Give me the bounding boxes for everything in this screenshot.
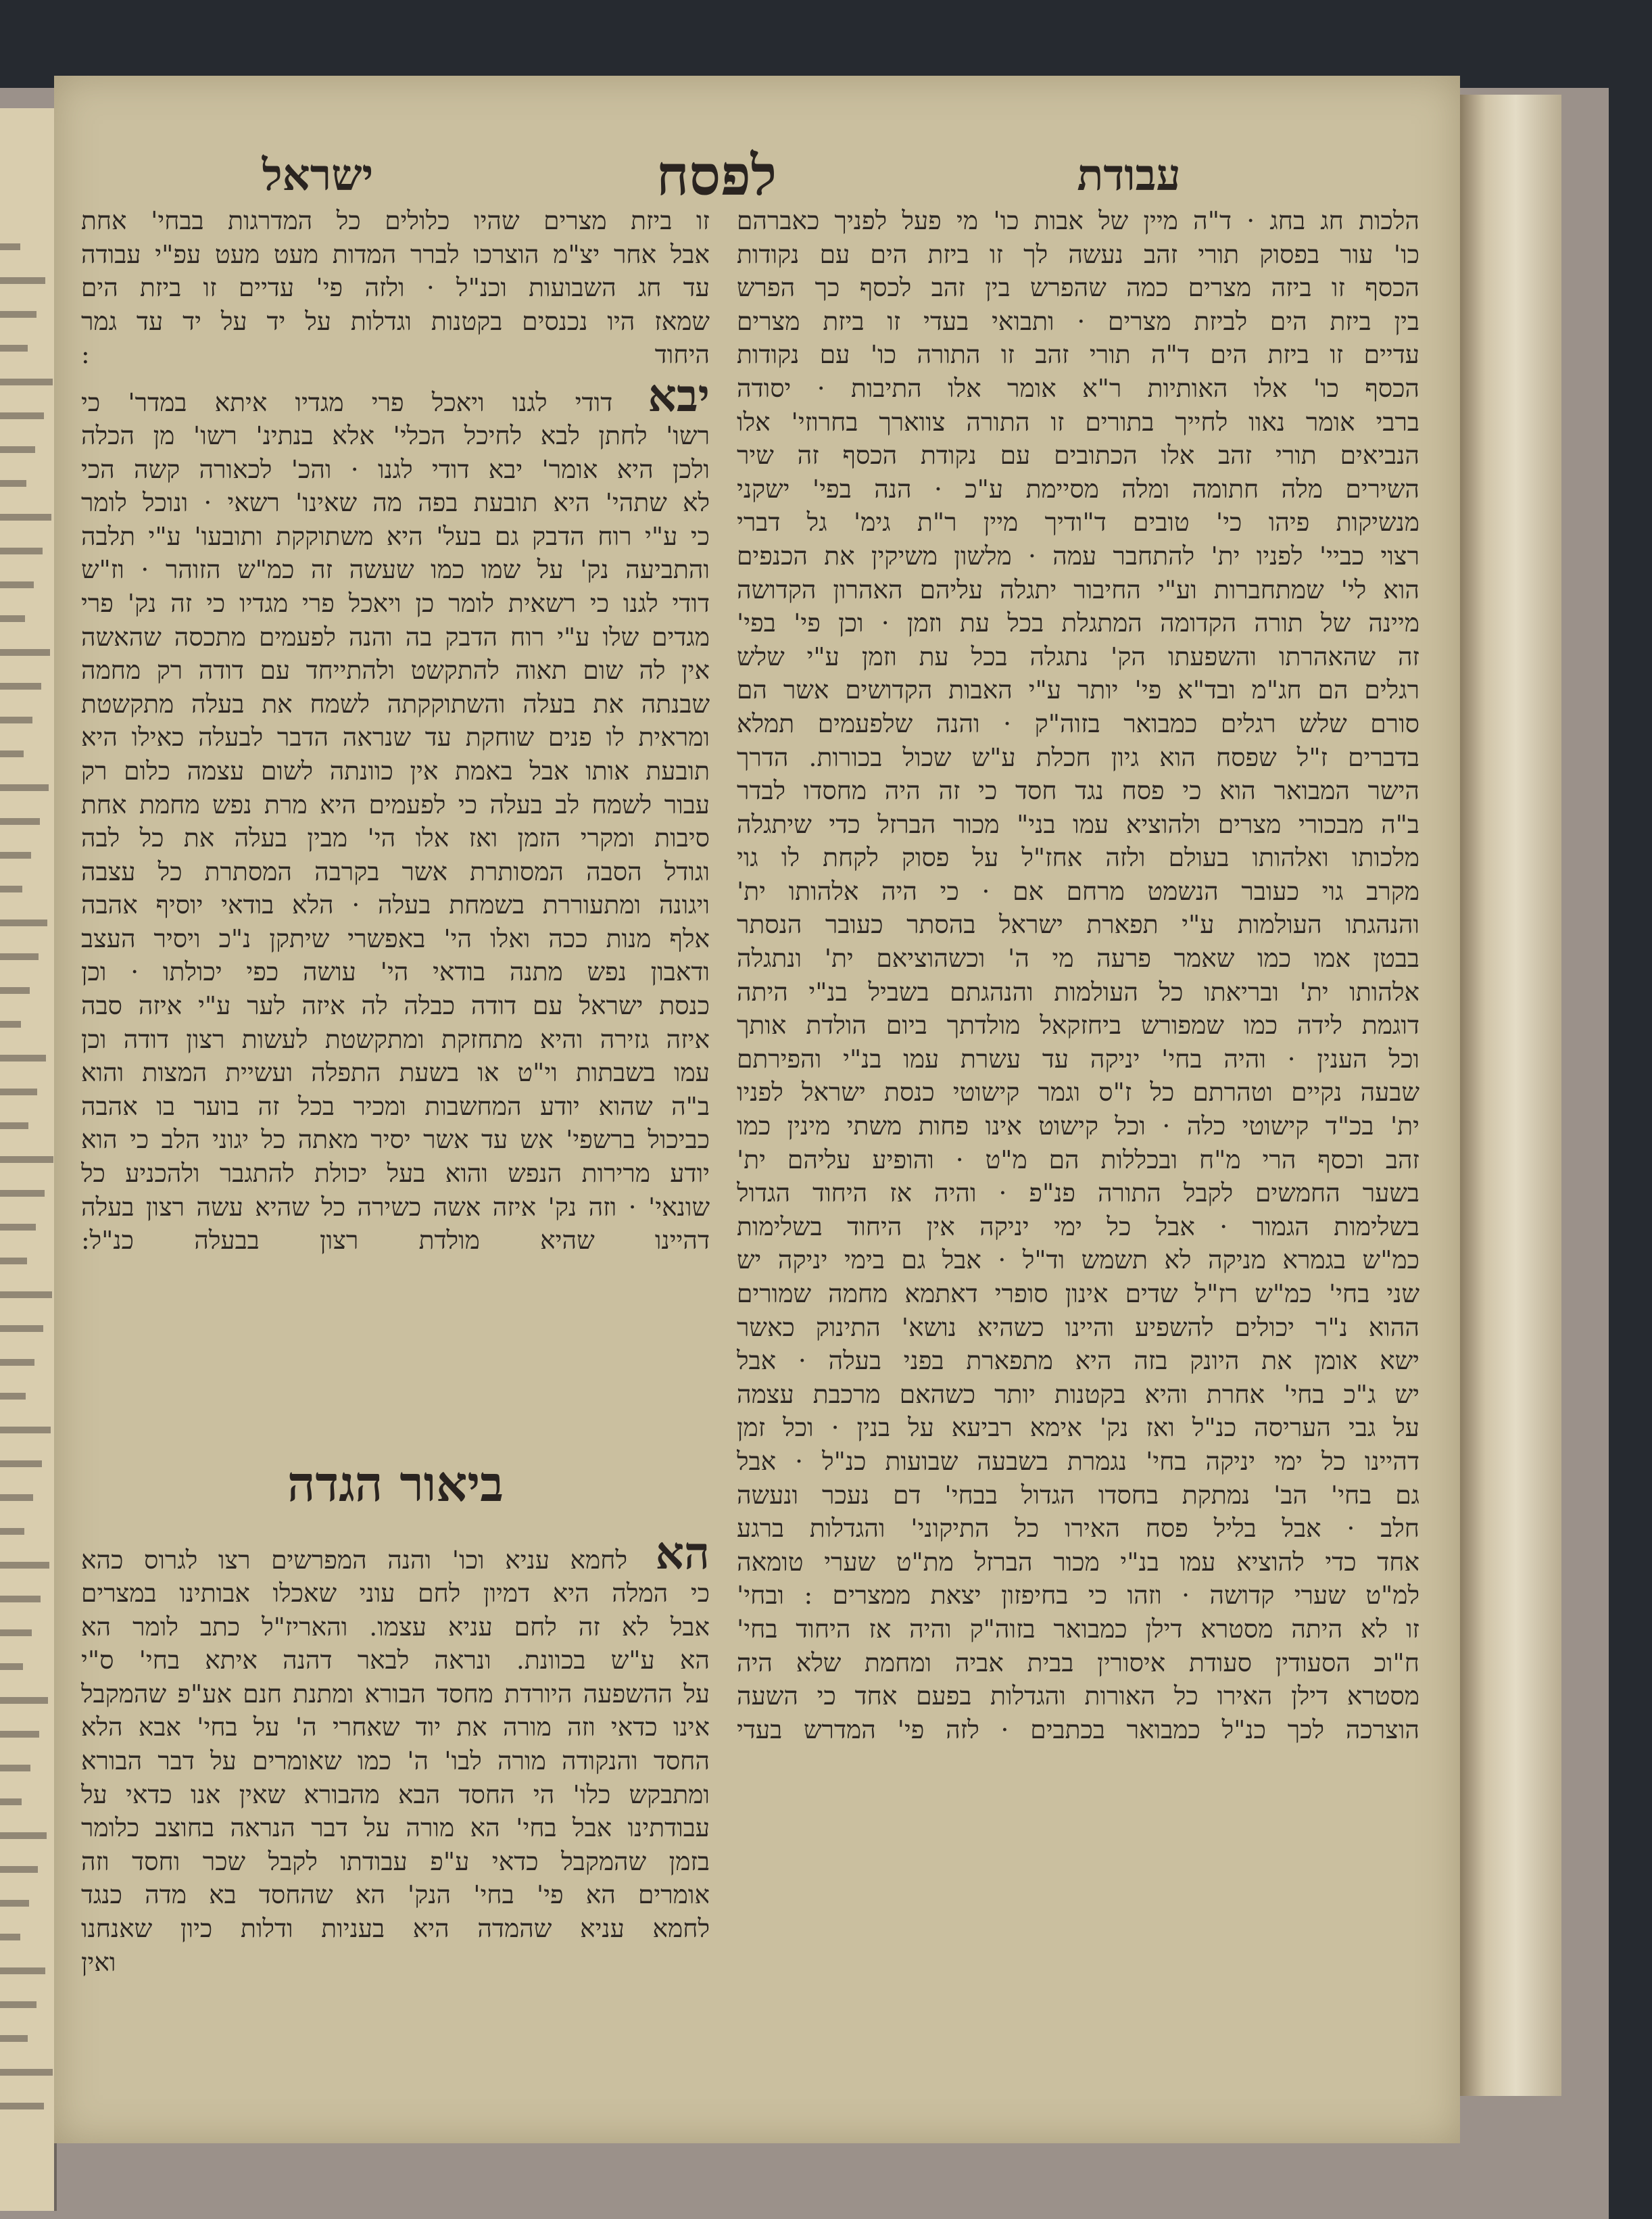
- text-line: ההוא נ"ר יכולים להשפיע והיינו כשהיא נושא' התינוק כאשר: [737, 1312, 1419, 1342]
- facing-page-text-fragment: [0, 615, 25, 622]
- text-line: מלכותו ואלהותו בעולם ולזה אחז"ל על פסוק לקחת לו גוי: [737, 842, 1419, 873]
- text-line: הא ע"ש בכוונת. ונראה לבאר דהנה איתא בחי' ס"י: [81, 1645, 710, 1675]
- text-line: אבל אחר יצ"מ הוצרכו לברר המדות מעט מעט עפ"י עבודה: [81, 239, 710, 269]
- facing-page-text-fragment: [0, 1156, 53, 1163]
- yavo-paragraph: [81, 372, 710, 1258]
- facing-page-text-fragment: [0, 1596, 41, 1602]
- facing-page-text-fragment: [0, 277, 45, 284]
- text-line: אלף מנות ככה ואלו הי' באפשרי שיתקן נ"כ ויסיר העצב: [81, 923, 710, 953]
- text-line: בבטן אמו כמו שאמר פרעה מי ה' וכשהוציאם ית' ונתגלה: [737, 943, 1419, 974]
- text-line: דודי לגנו כי רשאית לומר כן ויאכל פרי מגדיו כי זה נק' פרי: [81, 588, 710, 618]
- facing-page-text-fragment: [0, 649, 50, 656]
- facing-page-text-fragment: [0, 2069, 53, 2076]
- facing-page-text-fragment: [0, 1528, 24, 1535]
- book-page: [54, 76, 1460, 2143]
- text-line: זו ביזת מצרים שהיו כלולים כל המדרגות בבחי' אחת: [81, 206, 710, 235]
- facing-page-text-fragment: [0, 1460, 42, 1467]
- page-fore-edge: [1460, 95, 1561, 2096]
- facing-page-text-fragment: [0, 1089, 37, 1095]
- facing-page-text-fragment: [0, 446, 35, 453]
- facing-page-text-fragment: [0, 1663, 23, 1670]
- facing-page-text-fragment: [0, 412, 44, 419]
- facing-page-text-fragment: [0, 1325, 43, 1332]
- facing-page-text-fragment: [0, 1562, 49, 1569]
- text-line: ומראית לו פנים שוחקת עד שנראה הדבר לבעלה כאילו היא: [81, 722, 710, 753]
- text-line: עבודתינו אבל בחי' הא מורה על דבר הנראה בחוצב כלומר: [81, 1813, 710, 1843]
- text-line: עדיים זו ביזת הים ד"ה תורי זהב זו התורה כו' עם נקודות: [737, 339, 1419, 370]
- text-line: למ"ט שערי קדושה · וזהו כי בחיפזון יצאת ממצרים : ובחי': [737, 1580, 1419, 1610]
- text-line: כו' עור בפסוק תורי זהב נעשה לך זו ביזת הים עם נקודות: [737, 239, 1419, 269]
- facing-page-text-fragment: [0, 1359, 34, 1366]
- text-line: דוגמת לידה כמו שמפורש ביחזקאל מולדתך ביום הולדת אותך: [737, 1010, 1419, 1041]
- text-line: הישר המבואר הוא כי פסח נגד חסד כי זה היה מחסדו לבדר: [737, 776, 1419, 806]
- text-line: הוא לי' שמתחברות וע"י החיבור יתגלה עליהם האהרון הקדושה: [737, 574, 1419, 604]
- facing-page-text-fragment: [0, 1427, 51, 1433]
- text-line: רשו' לחתן לבא לחיכל הכלי' אלא בנתינ' רשו' מן הכלה: [81, 420, 710, 450]
- facing-page-text-fragment: [0, 953, 39, 960]
- facing-page-text-fragment: [0, 750, 24, 757]
- text-line: מגדים שלו ע"י רוח הדבק בה והנה לפעמים מתכסה שהאשה: [81, 621, 710, 652]
- left-column-top-paragraph: [81, 204, 710, 372]
- text-line: בדברים ז"ל שפסח הוא גיון חכלת ע"ש שכול בכורות. הדרך: [737, 742, 1419, 772]
- text-line: סורם שלש רגלים כמבואר בזוה"ק · והנה שלפעמים תמלא: [737, 708, 1419, 738]
- text-line: מסטרא דילן האירו כל האורות והגדלות בפעם אחד כי השעה: [737, 1681, 1419, 1711]
- text-line: ב"ה שהוא יודע המחשבות ומכיר בכל זה בוער בו אהבה: [81, 1091, 710, 1121]
- facing-page-text-fragment: [0, 548, 43, 554]
- text-line: ח"וכ הסעודין סעודת איסורין בבית אביה ומחמת שלא היה: [737, 1647, 1419, 1677]
- facing-page-text-fragment: [0, 1258, 27, 1264]
- running-head-right: עבודת: [1077, 150, 1181, 201]
- facing-page-text-fragment: [0, 886, 22, 892]
- text-line: רגלים הם חג"מ ובד"א פי' יותר ע"י האבות הקדושים אשר הם: [737, 675, 1419, 705]
- text-line: כביכול ברשפי' אש עד אשר יסיר מאתה כל יגוני הלב כי הוא: [81, 1124, 710, 1155]
- text-line: אינו כדאי וזה מורה את יוד שאחרי ה' על בחי' אבא הלא: [81, 1712, 710, 1742]
- facing-page-text-fragment: [0, 1629, 32, 1636]
- facing-page-text-fragment: [0, 1765, 30, 1771]
- text-line: אין לה שום תאוה להתקשט ולהתייחד עם דודה רק מחמה: [81, 655, 710, 686]
- facing-page-text-fragment: [0, 1494, 33, 1501]
- ha-dropword: הא: [627, 1529, 710, 1577]
- text-line: שני בחי' כמ"ש רז"ל שדים אינון סופרי דאתמא מחמה שמורים: [737, 1279, 1419, 1308]
- text-line: כי ע"י רוח הדבק גם בעל' היא משתוקקת ותובעו' ע"י תלבה: [81, 521, 710, 551]
- right-text-column: [737, 204, 1419, 2111]
- text-line: מקרב גוי כעובר הנשמט מרחם אם · כי היה אלהותו ית': [737, 876, 1419, 906]
- text-line: איזה גזירה והיא מתחזקת ומתקשטת לעשות רצון דודה וכן: [81, 1024, 710, 1054]
- facing-page-text-fragment: [0, 852, 31, 859]
- text-line: לחמא עניא שהמדה היא בעניות ודלות כיון שאנחנו: [81, 1913, 710, 1943]
- facing-page-text-fragment: [0, 311, 37, 318]
- facing-page-text-fragment: [0, 2103, 44, 2109]
- facing-page-text-fragment: [0, 1393, 26, 1400]
- text-line: ברבי אומר נאוו לחייך בתורים זו התורה צווארך בחרוזי' אלו: [737, 406, 1419, 437]
- text-line: וגודל הסבה המסותרת אשר בקרבה המסתרת כל עצבה: [81, 856, 710, 886]
- text-line: ישא אומן את היונק בזה היא מתפארת בפני בעלה · אבל: [737, 1345, 1419, 1376]
- text-line: רצוי כביי' לפניו ית' להתחבר עמה · מלשון משיקין את הכנפים: [737, 540, 1419, 571]
- text-line: על גבי העריסה כנ"ל ואז נק' אימא רביעא על בנין · וכל זמן: [737, 1412, 1419, 1443]
- text-line: שונאי' · וזה נק' איזה אשה כשירה כל שהיא עשה רצון בעלה: [81, 1191, 710, 1222]
- text-line: בזמן שהמקבל כדאי ע"פ עבודתו לקבל שכר וחסד וזה: [81, 1846, 710, 1876]
- facing-page-text-fragment: [0, 2035, 28, 2042]
- facing-page-text-fragment: [0, 243, 20, 250]
- facing-page-text-fragment: [0, 1866, 38, 1873]
- text-line: ומתבקש כלו' הי החסד הבא מהבורא שאין אנו כדאי על: [81, 1779, 710, 1809]
- text-line: הכסף כו' אלו האותיות ר"א אומר אלו התיבות · יסודה: [737, 373, 1419, 403]
- text-line: אלהותו ית' ובריאתו כל העולמות והנהגתם בשביל בנ"י היתה: [737, 976, 1419, 1007]
- text-line: דהיינו כל ימי יניקה בחי' נגמרת בשבעה שבועות כנ"ל · אבל: [737, 1446, 1419, 1476]
- text-span: לחמא עניא וכו' והנה המפרשים רצו לגרוס כהא: [81, 1545, 628, 1575]
- text-line: [81, 372, 710, 419]
- text-line: גם בחי' הב' נמתקת בחסדו הגדול בבחי' דם נעכר ונעשה: [737, 1479, 1419, 1510]
- text-line: ולכן היא אומר' יבא דודי לגנו · והכ' לכאורה קשה הכי: [81, 454, 710, 484]
- text-line: שמאז היו נכנסים בקטנות וגדלות על יד על יד עד גמר: [81, 306, 710, 336]
- text-line: שבנתה את בעלה והשתוקקתה לשמח את בעלה מתקשטת: [81, 688, 710, 719]
- text-line: והתביעה נק' על שמו כמו שעשה זה כמ"ש הזוהר · וז"ש: [81, 554, 710, 585]
- running-head-left: ישראל: [262, 150, 374, 201]
- facing-page-text-fragment: [0, 581, 34, 588]
- text-line: כמ"ש בגמרא מניקה לא תשמש וד"ל · אבל גם בימי יניקה יש: [737, 1245, 1419, 1275]
- text-line: השירים מלה חתומה ומלה מסיימת ע"כ · הנה בפי' ישקני: [737, 473, 1419, 504]
- facing-page-text-fragment: [0, 1122, 28, 1129]
- facing-page-text-fragment: [0, 514, 51, 521]
- facing-page-text-fragment: [0, 1900, 29, 1907]
- text-line: כנסת ישראל עם דודה כבלה לה איזה לער ע"י איזה סבה: [81, 991, 710, 1021]
- facing-page-text-fragment: [0, 1697, 48, 1704]
- text-line: הכסף זו ביזה מצרים כמה שהפרש בין זהב לכסף כך הפרש: [737, 272, 1419, 303]
- facing-page-text-fragment: [0, 1190, 45, 1197]
- facing-page-text-fragment: [0, 1967, 45, 1974]
- facing-page-text-fragment: [0, 2001, 37, 2008]
- text-line: על ההשפעה היורדת מחסד הבורא ומתנת חנם אע"פ שהמקבל: [81, 1678, 710, 1709]
- text-line: אבל לא זה לחם עניא עצמו. והאריז"ל כתב לומר הא: [81, 1611, 710, 1642]
- left-text-column: [81, 204, 710, 1556]
- text-line: זהב וכסף הרי מ"ח ובכללות הם מ"ט · והופיע עליהם ית': [737, 1144, 1419, 1174]
- facing-page-text-fragment: [0, 920, 47, 926]
- text-line: [81, 1529, 710, 1577]
- text-line: זו לא היתה מסטרא דילן כמבואר בזוה"ק והיה אז היחוד בחי': [737, 1613, 1419, 1644]
- facing-page-text-fragment: [0, 683, 41, 690]
- text-line: ויגונה ומתעוררת בשמחת בעלה · הלא בודאי יוסיף אהבה: [81, 890, 710, 920]
- facing-page-text-fragment: [0, 1798, 22, 1805]
- text-line: יודע מרירות הנפש והוא בעל יכולת להתגבר ולהכניע כל: [81, 1158, 710, 1189]
- facing-page-text-fragment: [0, 1291, 52, 1298]
- running-head-center: לפסח: [656, 143, 777, 208]
- text-line: ית' בכ"ד קישוטי כלה · וכל קישוט אינו פחות משתי מינין כמו: [737, 1111, 1419, 1141]
- facing-page-text-fragment: [0, 717, 32, 723]
- text-line: זה שהאהרתו והשפעתו הק' נתגלה בכל עת וזמן ע"י שלש: [737, 641, 1419, 671]
- text-line: מנשיקות פיהו כי' טובים ד"ודיך מיין ר"ת גימ' גל דברי: [737, 507, 1419, 538]
- text-line: בין ביזת הים לביזת מצרים · ותבואי בעדי זו ביזת מצרים: [737, 306, 1419, 336]
- text-line: אומרים הא פי' בחי' הנק' הא שהחסד בא מדה כנגד: [81, 1880, 710, 1910]
- text-line: ודאבון נפש מתנה בודאי הי' עושה כפי יכולתו · וכן: [81, 957, 710, 987]
- facing-page-text-fragment: [0, 818, 40, 825]
- text-line: בשער החמשים לקבל התורה פנ"פ · והיה אז היחוד הגדול: [737, 1178, 1419, 1208]
- text-line: ב"ה מבכורי מצרים ולהוציא עמו בני" מכור הברזל כדי שיתגלה: [737, 809, 1419, 839]
- section-heading: ביאור הגדה: [287, 1455, 504, 1512]
- facing-page-text-fragment: [0, 379, 53, 385]
- text-line: הלכות חג בחג · ד"ה מיין של אבות כו' מי פעל לפניך כאברהם: [737, 206, 1419, 235]
- facing-page-text-fragment: [0, 1832, 47, 1839]
- text-line: מיינה של תורה הקדומה המתגלת בכל עת וזמן · וכן פי' בפי': [737, 608, 1419, 638]
- text-line: והנהגתו העולמות ע"י תפארת ישראל בהסתר כעובר הנסתר: [737, 909, 1419, 940]
- facing-page-text-fragment: [0, 1934, 20, 1940]
- text-line: בשלימות הגמור · אבל כל ימי יניקה אין היחוד בשלימות: [737, 1211, 1419, 1241]
- facing-page-text-fragment: [0, 1731, 39, 1738]
- text-line: היחוד :: [81, 339, 710, 370]
- facing-page-text-fragment: [0, 345, 28, 352]
- text-line: וכל הענין · והיה בחי' יניקה עד עשרת עמו בנ"י והפירתם: [737, 1043, 1419, 1074]
- text-line: דהיינו שהיא מולדת רצון בבעלה כנ"ל:: [81, 1225, 710, 1256]
- text-line: הוצרכה לכך כנ"ל כמבואר בכתבים · לזה פי' המדרש בעדי: [737, 1714, 1419, 1744]
- text-line: עבור לשמח לב בעלה כי לפעמים היא מרת נפש מחמת אחת: [81, 789, 710, 819]
- facing-page-text-fragment: [0, 480, 26, 487]
- text-line: החסד והנקודה מורה לבו' ה' כמו שאומרים על דבר הבורא: [81, 1745, 710, 1775]
- text-line: יש ג"כ בחי' אחרת והיא בקטנות יותר כשהאם מרכבת עצמה: [737, 1379, 1419, 1409]
- text-line: תובעת אותו אבל באמת אין כוונתה לשום עצמה כלום רק: [81, 755, 710, 786]
- facing-page-text-fragment: [0, 784, 49, 791]
- haggadah-commentary-column: [81, 1529, 710, 2003]
- text-span: דודי לגנו ויאכל פרי מגדיו איתא במדר' כי: [81, 387, 613, 417]
- text-line: עד חג השבועות וכנ"ל · ולזה פי' עדיים זו ביזת הים: [81, 272, 710, 303]
- facing-page-text-fragment: [0, 1055, 46, 1061]
- text-line: עמו בשבתות וי"ט או בשעת התפלה ועשיית המצות והוא: [81, 1057, 710, 1088]
- text-line: לא שתהי' היא תובעת בפה מה שאינו' רשאי · ונוכל לומר: [81, 487, 710, 518]
- text-line: סיבות ומקרי הזמן ואז אלו הי' מבין בעלה את כל לבה: [81, 823, 710, 853]
- text-line: הנביאים תורי זהב אלו הכתובים עם נקודת הכסף זה שיר: [737, 440, 1419, 471]
- yavo-dropword: יבא: [612, 371, 710, 419]
- text-line: ואין: [81, 1947, 116, 1977]
- text-line: שבעה נקיים וטהרתם כל ז"ס וגמר קישוטי כנסת ישראל לפניו: [737, 1077, 1419, 1107]
- text-line: כי המלה היא דמיון לחם עוני שאכלו אבותינו במצרים: [81, 1578, 710, 1608]
- facing-page-text-fragment: [0, 987, 30, 994]
- text-line: חלב · אבל בליל פסח האירו כל התיקוני' והגדלות ברגע: [737, 1513, 1419, 1544]
- facing-page-text-fragment: [0, 1021, 21, 1028]
- facing-page-edge: [0, 108, 57, 2211]
- facing-page-text-fragment: [0, 1224, 36, 1231]
- text-line: אחד כדי להוציא עמו בנ"י מכור הברזל מת"ט שערי טומאה: [737, 1546, 1419, 1577]
